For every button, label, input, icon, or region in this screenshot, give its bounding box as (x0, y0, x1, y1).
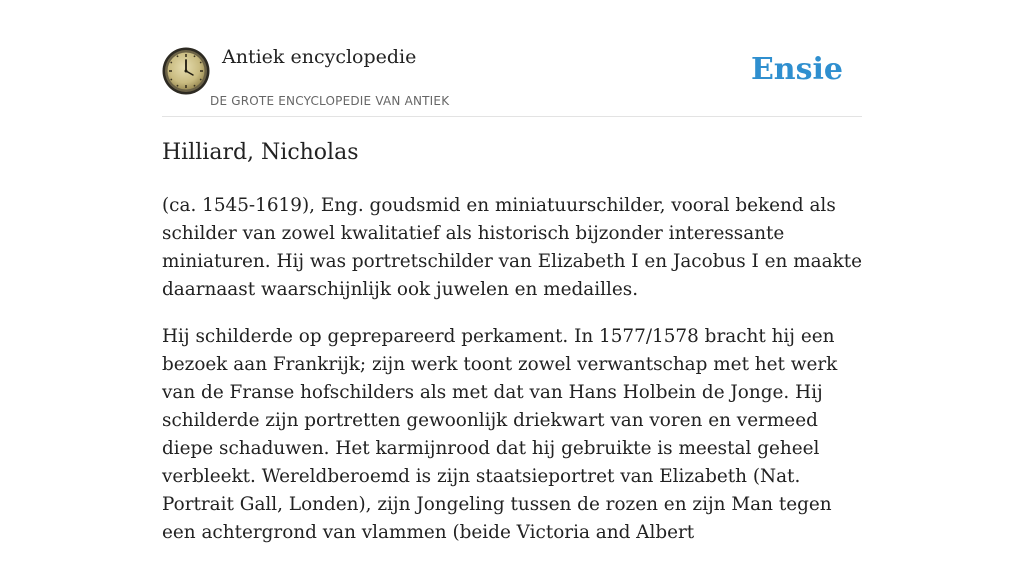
article-paragraph: Hij schilderde op geprepareerd perkament. In 1577/1578 bracht hij een bezoek aan Frankrijk; zijn werk toont zowel verwantschap met het werk van de Franse hofschilders als met dat van Hans Holbein de Jonge. Hij schilderde zijn portretten gewoonlijk driekwart van voren en vermeed diepe schaduwen. Het karmijnrood dat hij gebruikte is meestal geheel verbleekt. Wereldberoemd is zijn staatsieportret van Elizabeth (Nat. Portrait Gall, Londen), zijn Jongeling tussen de rozen en zijn Man tegen een achtergrond van vlammen (beide Victoria and Albert (162, 326, 838, 543)
article-title: Hilliard, Nicholas (162, 140, 359, 165)
site-subtitle: DE GROTE ENCYCLOPEDIE VAN ANTIEK (210, 94, 450, 108)
article-paragraph: (ca. 1545-1619), Eng. goudsmid en miniatuurschilder, vooral bekend als schilder van zowel kwalitatief als historisch bijzonder interessante miniaturen. Hij was portretschilder van Elizabeth I en Jacobus I en maakte daarnaast waarschijnlijk ook juwelen en medailles. (162, 195, 863, 300)
article-body (162, 192, 867, 566)
site-header (162, 0, 862, 117)
site-name[interactable]: Antiek encyclopedie (222, 46, 417, 68)
clock-icon[interactable] (162, 47, 210, 95)
brand-logo-link[interactable]: Ensie (750, 52, 843, 87)
